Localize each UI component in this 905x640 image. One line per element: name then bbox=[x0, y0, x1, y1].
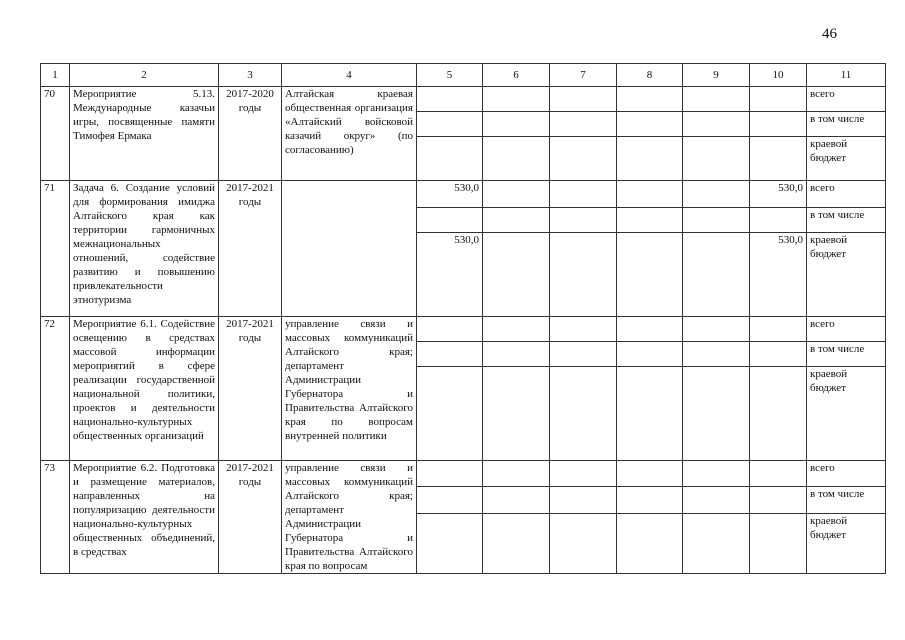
header-cell: 8 bbox=[617, 64, 683, 87]
value-col6 bbox=[483, 342, 550, 367]
value-col10 bbox=[750, 87, 807, 112]
header-cell: 4 bbox=[282, 64, 417, 87]
measure-name: Мероприятие 6.1. Содействие освещению в средствах массовой информации мероприятий в сфере реализации государственной национальной политики, проектов и деятельности национально-культурных общественных организаций bbox=[70, 317, 219, 461]
finance-source: в том числе bbox=[807, 208, 886, 233]
value-col6 bbox=[483, 112, 550, 137]
value-col9 bbox=[683, 513, 750, 573]
value-col6 bbox=[483, 317, 550, 342]
finance-source: в том числе bbox=[807, 112, 886, 137]
value-col5: 530,0 bbox=[417, 181, 483, 208]
period: 2017-2021 годы bbox=[219, 317, 282, 461]
value-col7 bbox=[550, 112, 617, 137]
header-cell: 6 bbox=[483, 64, 550, 87]
value-col6 bbox=[483, 461, 550, 487]
value-col8 bbox=[617, 342, 683, 367]
value-col5 bbox=[417, 342, 483, 367]
value-col9 bbox=[683, 367, 750, 461]
measure-name: Задача 6. Создание условий для формирования имиджа Алтайского края как территории гармоничных межнациональных отношений, содействие развитию и повышению привлекательности этнотуризма bbox=[70, 181, 219, 317]
value-col9 bbox=[683, 181, 750, 208]
header-cell: 3 bbox=[219, 64, 282, 87]
value-col9 bbox=[683, 317, 750, 342]
measure-name: Мероприятие 5.13. Международные казачьи игры, посвященные памяти Тимофея Ермака bbox=[70, 87, 219, 181]
row-number: 70 bbox=[41, 87, 70, 181]
finance-source: краевой бюджет bbox=[807, 137, 886, 181]
period: 2017-2021 годы bbox=[219, 461, 282, 574]
table-row bbox=[41, 461, 886, 487]
value-col6 bbox=[483, 487, 550, 513]
value-col7 bbox=[550, 208, 617, 233]
value-col10 bbox=[750, 137, 807, 181]
finance-source: краевой бюджет bbox=[807, 367, 886, 461]
value-col7 bbox=[550, 461, 617, 487]
row-number: 71 bbox=[41, 181, 70, 317]
value-col10 bbox=[750, 487, 807, 513]
value-col10 bbox=[750, 342, 807, 367]
value-col5 bbox=[417, 87, 483, 112]
executor bbox=[282, 181, 417, 317]
header-row bbox=[41, 64, 886, 87]
value-col7 bbox=[550, 181, 617, 208]
value-col8 bbox=[617, 87, 683, 112]
header-cell: 10 bbox=[750, 64, 807, 87]
value-col8 bbox=[617, 513, 683, 573]
value-col5 bbox=[417, 112, 483, 137]
value-col10 bbox=[750, 367, 807, 461]
period: 2017-2021 годы bbox=[219, 181, 282, 317]
value-col8 bbox=[617, 461, 683, 487]
header-cell: 1 bbox=[41, 64, 70, 87]
value-col7 bbox=[550, 487, 617, 513]
row-number: 72 bbox=[41, 317, 70, 461]
finance-source: всего bbox=[807, 461, 886, 487]
finance-source: всего bbox=[807, 87, 886, 112]
value-col9 bbox=[683, 112, 750, 137]
value-col10 bbox=[750, 461, 807, 487]
value-col7 bbox=[550, 137, 617, 181]
value-col5 bbox=[417, 513, 483, 573]
value-col8 bbox=[617, 208, 683, 233]
value-col5 bbox=[417, 367, 483, 461]
value-col7 bbox=[550, 367, 617, 461]
executor: Алтайская краевая общественная организация «Алтайский войсковой казачий округ» (по согласованию) bbox=[282, 87, 417, 181]
value-col9 bbox=[683, 461, 750, 487]
value-col7 bbox=[550, 317, 617, 342]
finance-source: краевой бюджет bbox=[807, 233, 886, 317]
header-cell: 9 bbox=[683, 64, 750, 87]
value-col5: 530,0 bbox=[417, 233, 483, 317]
finance-source: всего bbox=[807, 317, 886, 342]
value-col8 bbox=[617, 181, 683, 208]
executor: управление связи и массовых коммуникаций Алтайского края; департамент Администрации Губернатора и Правительства Алтайского края по вопросам bbox=[282, 461, 417, 574]
value-col8 bbox=[617, 233, 683, 317]
value-col9 bbox=[683, 208, 750, 233]
header-cell: 11 bbox=[807, 64, 886, 87]
value-col7 bbox=[550, 233, 617, 317]
measure-name: Мероприятие 6.2. Подготовка и размещение материалов, направленных на популяризацию деятельности национально-культурных общественных объединений, в средствах bbox=[70, 461, 219, 574]
value-col10 bbox=[750, 208, 807, 233]
value-col6 bbox=[483, 181, 550, 208]
value-col6 bbox=[483, 87, 550, 112]
value-col9 bbox=[683, 87, 750, 112]
value-col7 bbox=[550, 342, 617, 367]
value-col7 bbox=[550, 513, 617, 573]
value-col5 bbox=[417, 208, 483, 233]
value-col10 bbox=[750, 513, 807, 573]
value-col8 bbox=[617, 367, 683, 461]
value-col5 bbox=[417, 461, 483, 487]
value-col5 bbox=[417, 137, 483, 181]
value-col9 bbox=[683, 137, 750, 181]
value-col6 bbox=[483, 367, 550, 461]
table-row bbox=[41, 317, 886, 342]
value-col7 bbox=[550, 87, 617, 112]
executor: управление связи и массовых коммуникаций Алтайского края; департамент Администрации Губернатора и Правительства Алтайского края по вопросам внутренней политики bbox=[282, 317, 417, 461]
finance-source: в том числе bbox=[807, 342, 886, 367]
header-cell: 7 bbox=[550, 64, 617, 87]
table-row bbox=[41, 181, 886, 208]
program-table bbox=[40, 63, 886, 574]
value-col10 bbox=[750, 112, 807, 137]
finance-source: всего bbox=[807, 181, 886, 208]
value-col5 bbox=[417, 317, 483, 342]
period: 2017-2020 годы bbox=[219, 87, 282, 181]
header-cell: 2 bbox=[70, 64, 219, 87]
value-col6 bbox=[483, 513, 550, 573]
value-col10: 530,0 bbox=[750, 181, 807, 208]
value-col10: 530,0 bbox=[750, 233, 807, 317]
value-col6 bbox=[483, 233, 550, 317]
value-col8 bbox=[617, 487, 683, 513]
value-col6 bbox=[483, 137, 550, 181]
page-number: 46 bbox=[822, 26, 837, 42]
value-col9 bbox=[683, 233, 750, 317]
value-col10 bbox=[750, 317, 807, 342]
value-col9 bbox=[683, 342, 750, 367]
header-cell: 5 bbox=[417, 64, 483, 87]
value-col8 bbox=[617, 112, 683, 137]
finance-source: в том числе bbox=[807, 487, 886, 513]
value-col8 bbox=[617, 317, 683, 342]
value-col6 bbox=[483, 208, 550, 233]
table-row bbox=[41, 87, 886, 112]
value-col8 bbox=[617, 137, 683, 181]
value-col5 bbox=[417, 487, 483, 513]
row-number: 73 bbox=[41, 461, 70, 574]
value-col9 bbox=[683, 487, 750, 513]
finance-source: краевой бюджет bbox=[807, 513, 886, 573]
